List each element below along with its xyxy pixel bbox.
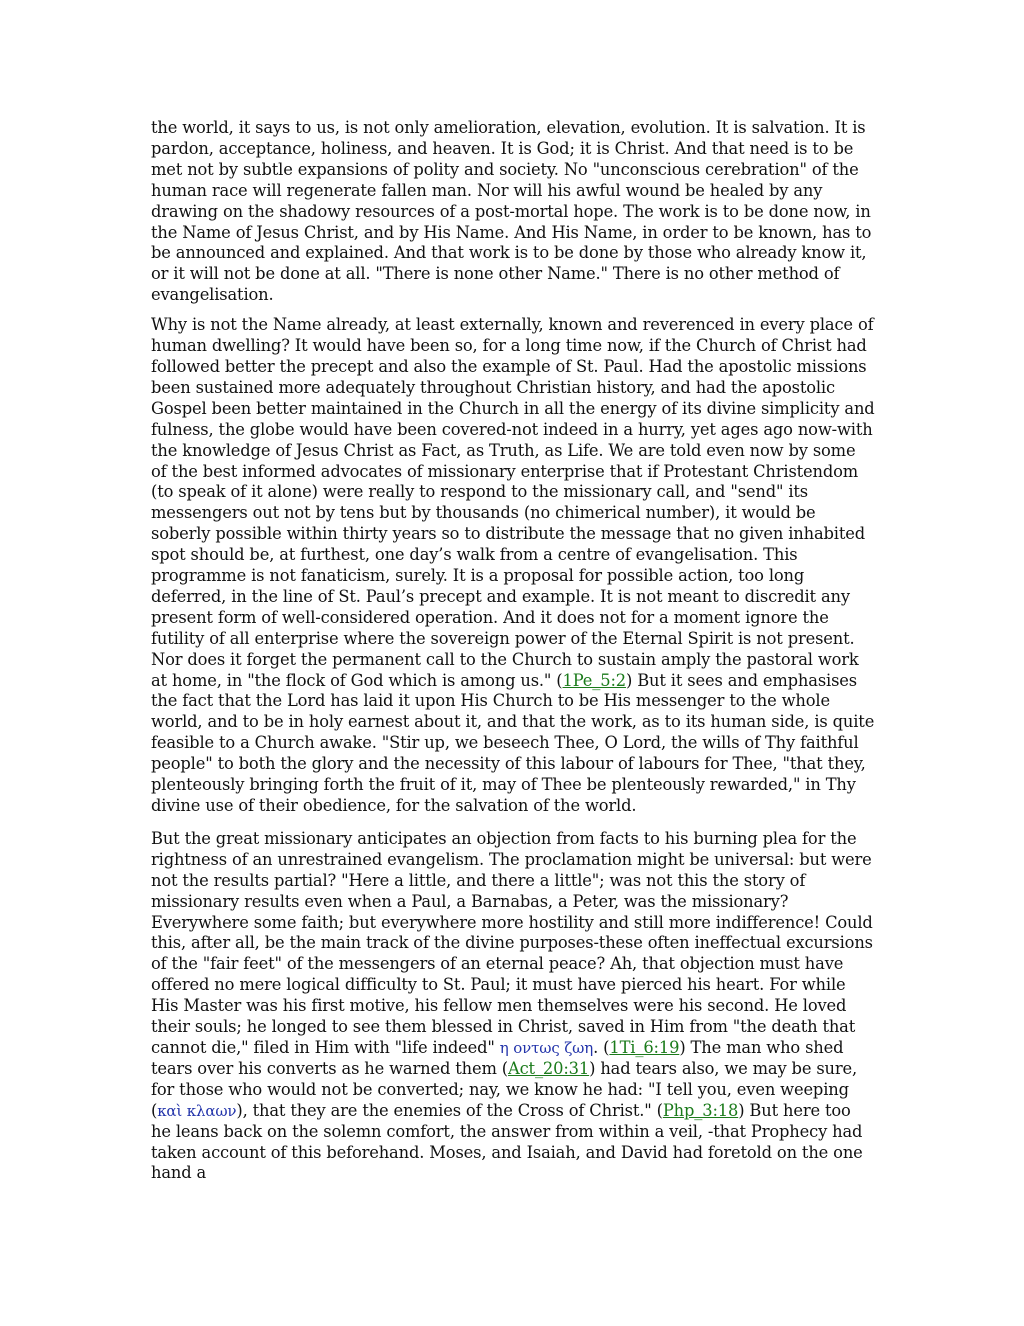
scripture-link-php-3-18[interactable]: Php_3:18: [662, 1100, 739, 1120]
greek-phrase-weeping: καὶ κλαων: [157, 1101, 237, 1120]
paragraph-3-seg1: But the great missionary anticipates an objection from facts to his burning plea for the rightness of an unrestrained evangelism. The proclamation might be universal: but were not the results partial? "Here a little, and there a little"; was not this the story of missionary results even when a Paul, a Barnabas, a Peter, was the missionary? Everywhere some faith; but everywhere more hostility and still more indifference! Could this, after all, be the main track of the divine purposes-these often ineffectual excursions of the "fair feet" of the messengers of an eternal peace? Ah, that objection must have offered no mere logical difficulty to St. Paul; it must have pierced his heart. For while His Master was his first motive, his fellow men themselves were his second. He loved their souls; he longed to see them blessed in Christ, saved in Him from "the death that cannot die," filed in Him with "life indeed": [151, 828, 873, 1057]
paragraph-2-text-before: Why is not the Name already, at least externally, known and reverenced in every place of human dwelling? It would have been so, for a long time now, if the Church of Christ had followed better the precept and also the example of St. Paul. Had the apostolic missions been sustained more adequately throughout Christian history, and had the apostolic Gospel been better maintained in the Church in all the energy of its divine simplicity and fulness, the globe would have been covered-not indeed in a hurry, yet ages ago now-with the knowledge of Jesus Christ as Fact, as Truth, as Life. We are told even now by some of the best informed advocates of missionary enterprise that if Protestant Christendom (to speak of it alone) were really to respond to the missionary call, and "send" its messengers out not by tens but by thousands (no chimerical number), it would be soberly possible within thirty years so to distribute the message that no given inhabited spot should be, at furthest, one day’s walk from a centre of evangelisation. This programme is not fanaticism, surely. It is a proposal for possible action, too long deferred, in the line of St. Paul’s precept and example. It is not meant to discredit any present form of well-considered operation. And it does not for a moment ignore the futility of all enterprise where the sovereign power of the Eternal Spirit is not present. Nor does it forget the permanent call to the Church to sustain amply the pastoral work at home, in "the flock of God which is among us." (: [151, 315, 875, 690]
greek-phrase-life-indeed: η οντως ζωη: [499, 1038, 594, 1057]
document-page: [151, 118, 875, 1193]
paragraph-3: [151, 829, 875, 1184]
paragraph-3-seg4: ) had tears also, we may be sure, for those who would not be converted; nay, we know he had: "I tell you, even weeping (: [151, 1058, 858, 1120]
scripture-link-1pe-5-2[interactable]: 1Pe_5:2: [562, 670, 627, 690]
paragraph-3-seg3: ) The man who shed tears over his converts as he warned them (: [151, 1037, 844, 1078]
scripture-link-act-20-31[interactable]: Act_20:31: [507, 1058, 590, 1078]
paragraph-2: [151, 315, 875, 817]
paragraph-3-seg2: . (: [593, 1037, 610, 1057]
paragraph-1-text: the world, it says to us, is not only amelioration, elevation, evolution. It is salvation. It is pardon, acceptance, holiness, and heaven. It is God; it is Christ. And that need is to be met not by subtle expansions of polity and society. No "unconscious cerebration" of the human race will regenerate fallen man. Nor will his awful wound be healed by any drawing on the shadowy resources of a post-mortal hope. The work is to be done now, in the Name of Jesus Christ, and by His Name. And His Name, in order to be known, has to be announced and explained. And that work is to be done by those who already know it, or it will not be done at all. "There is none other Name." There is no other method of evangelisation.: [151, 118, 872, 305]
paragraph-1: [151, 118, 875, 306]
paragraph-3-seg6: ) But here too he leans back on the solemn comfort, the answer from within a veil, -that Prophecy had taken account of this beforehand. Moses, and Isaiah, and David had foretold on the one hand a: [151, 1100, 863, 1183]
scripture-link-1ti-6-19[interactable]: 1Ti_6:19: [609, 1037, 680, 1057]
paragraph-3-seg5: ), that they are the enemies of the Cross of Christ." (: [236, 1100, 663, 1120]
paragraph-2-text-after: ) But it sees and emphasises the fact that the Lord has laid it upon His Church to be His messenger to the whole world, and to be in holy earnest about it, and that the work, as to its human side, is quite feasible to a Church awake. "Stir up, we beseech Thee, O Lord, the wills of Thy faithful people" to both the glory and the necessity of this labour of labours for Thee, "that they, plenteously bringing forth the fruit of it, may of Thee be plenteously rewarded," in Thy divine use of their obedience, for the salvation of the world.: [151, 670, 875, 815]
